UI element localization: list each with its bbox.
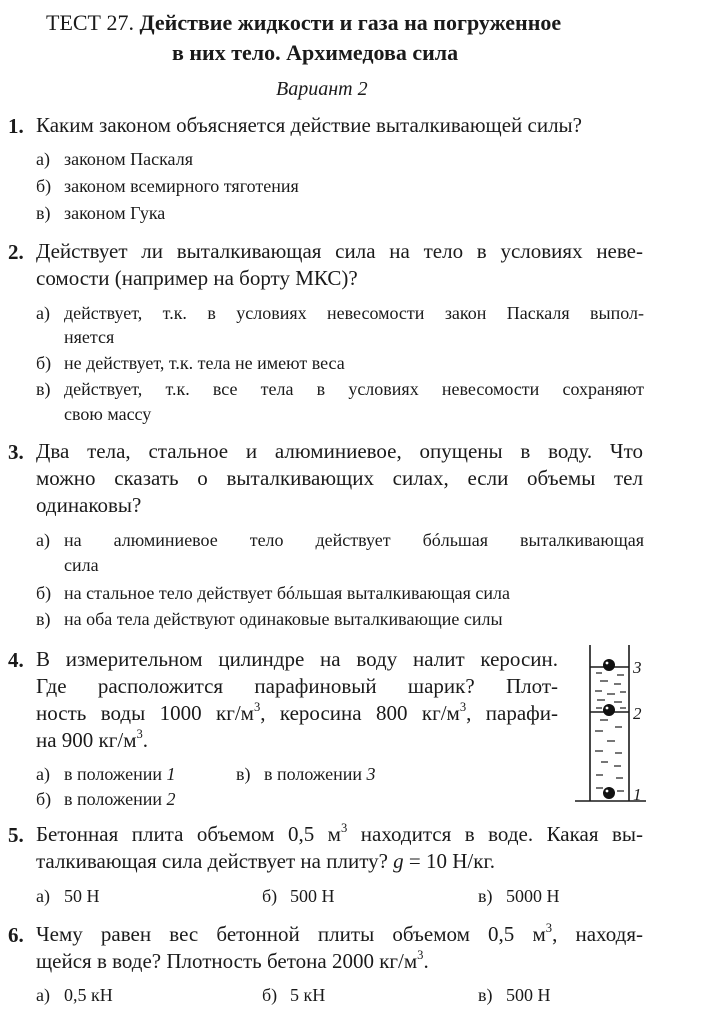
answer-option[interactable]: в) действует, т.к. все тела в условиях невесомости сохраняют bbox=[36, 379, 644, 399]
answer-option[interactable]: в) в положении 3 bbox=[236, 764, 376, 784]
answer-option[interactable]: в) 5000 Н bbox=[478, 886, 560, 906]
answer-option[interactable]: б) 5 кН bbox=[262, 985, 326, 1005]
answer-option[interactable]: а) 0,5 кН bbox=[36, 985, 113, 1005]
ball-position-1 bbox=[603, 787, 615, 799]
liquid-dashes bbox=[595, 673, 626, 791]
question-number: 3. bbox=[8, 440, 24, 464]
question-number: 6. bbox=[8, 923, 24, 947]
question-number: 2. bbox=[8, 240, 24, 264]
answer-option[interactable]: в) на оба тела действуют одинаковые выталкивающие силы bbox=[36, 609, 503, 629]
test-title-line2-wrap bbox=[172, 40, 458, 66]
answer-option[interactable]: б) на стальное тело действует бóльшая выталкивающая сила bbox=[36, 583, 510, 603]
paraffin-balls bbox=[603, 659, 615, 799]
test-title-line2: в них тело. Архимедова сила bbox=[172, 40, 459, 65]
question-text: Два тела, стальное и алюминиевое, опущены в воду. Что можно сказать о выталкивающих силах, если объемы тел одинаковы? bbox=[36, 439, 643, 517]
answer-option-continuation: свою массу bbox=[64, 404, 152, 424]
ball-position-3 bbox=[603, 659, 615, 671]
answer-option[interactable]: а) в положении 1 bbox=[36, 764, 176, 784]
answer-option[interactable]: в) 500 Н bbox=[478, 985, 551, 1005]
answer-option[interactable]: б) 500 Н bbox=[262, 886, 335, 906]
test-title-line1: Действие жидкости и газа на погруженное bbox=[139, 10, 562, 35]
position-label-3: 3 bbox=[633, 658, 642, 677]
answer-option[interactable]: а) 50 Н bbox=[36, 886, 100, 906]
answer-option[interactable]: а) законом Паскаля bbox=[36, 149, 193, 169]
position-label-2: 2 bbox=[633, 704, 642, 723]
question-text: Каким законом объясняется действие выталкивающей силы? bbox=[36, 113, 582, 137]
answer-option[interactable]: в) законом Гука bbox=[36, 203, 166, 223]
question-text: Чему равен вес бетонной плиты объемом 0,5 $м^3$, находя- щейся в воде? Плотность бетона 2000 $кг/м^3$. bbox=[36, 921, 643, 973]
answer-option[interactable]: б) не действует, т.к. тела не имеют веса bbox=[36, 353, 345, 373]
variant-label: Вариант 2 bbox=[276, 78, 368, 100]
question-text: В измерительном цилиндре на воду налит керосин. Где расположится парафиновый шарик? Плот- ность воды 1000 $кг/м^3$, керосина 800 $кг/м^3$, парафи- на 900 $кг/м^3$. bbox=[36, 647, 558, 752]
ball-position-2 bbox=[603, 704, 615, 716]
answer-option[interactable]: б) в положении 2 bbox=[36, 789, 176, 809]
test-title bbox=[46, 10, 561, 36]
question-number: 4. bbox=[8, 648, 24, 672]
question-text: Бетонная плита объемом 0,5 $м^3$ находится в воде. Какая вы- талкивающая сила действует на плиту? g = 10 Н/кг. bbox=[36, 821, 644, 873]
answer-option[interactable]: а) на алюминиевое тело действует бóльшая выталкивающая bbox=[36, 530, 644, 550]
answer-option-continuation: сила bbox=[64, 555, 99, 575]
test-label: ТЕСТ 27. bbox=[46, 10, 134, 35]
question-number: 1. bbox=[8, 114, 24, 138]
measuring-cylinder-figure bbox=[570, 645, 660, 807]
question-number: 5. bbox=[8, 823, 24, 847]
question-text: Действует ли выталкивающая сила на тело в условиях неве- сомости (например на борту МКС)? bbox=[36, 239, 643, 290]
position-label-1: 1 bbox=[633, 785, 642, 804]
answer-option[interactable]: а) действует, т.к. в условиях невесомости закон Паскаля выпол- bbox=[36, 303, 644, 323]
answer-option[interactable]: б) законом всемирного тяготения bbox=[36, 176, 299, 196]
answer-option-continuation: няется bbox=[64, 327, 115, 347]
